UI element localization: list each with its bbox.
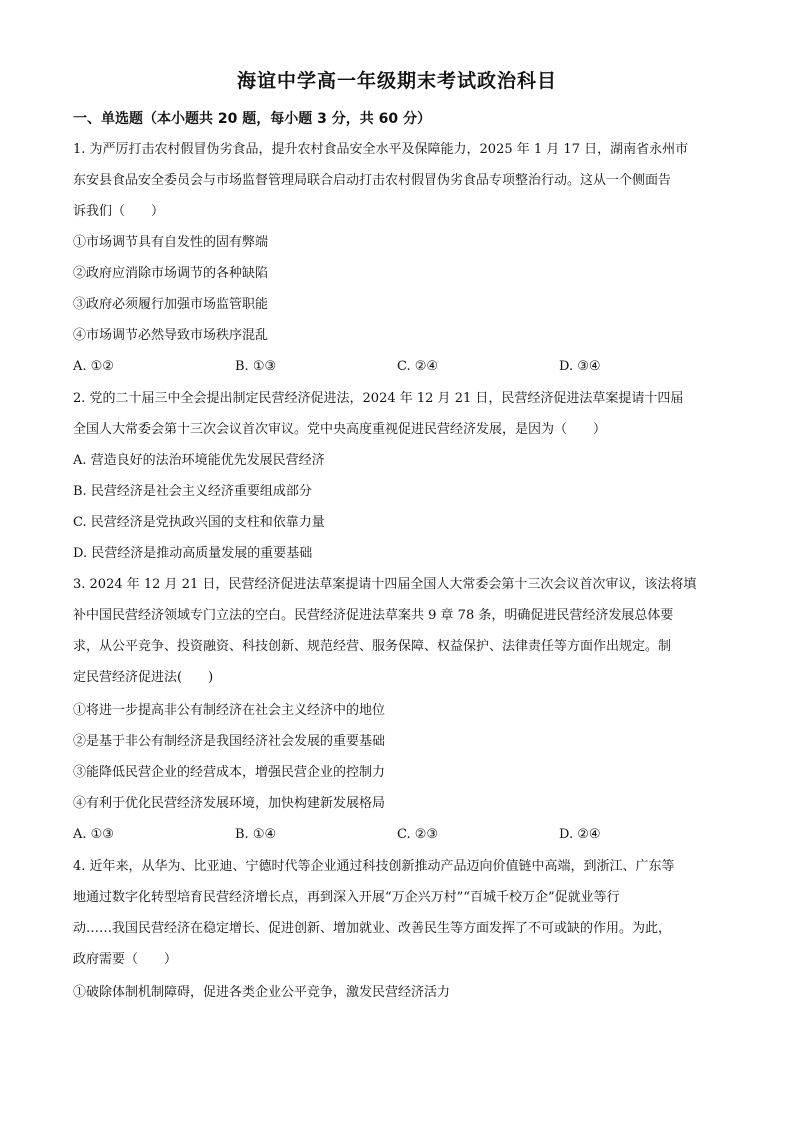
question-2-text-line: 全国人大常委会第十三次会议首次审议。党中央高度重视促进民营经济发展，是因为（ ） — [73, 422, 607, 437]
question-1-option-d[interactable]: D. ③④ — [559, 359, 601, 374]
question-1-statement: ②政府应消除市场调节的各种缺陷 — [73, 266, 269, 281]
question-3-text-line: 定民营经济促进法( ) — [73, 670, 214, 685]
question-3-text-line: 补中国民营经济领域专门立法的空白。民营经济促进法草案共 9 章 78 条，明确促进民营经济发展总体要 — [73, 608, 674, 623]
question-3-option-c[interactable]: C. ②③ — [397, 827, 439, 842]
question-1-statement: ④市场调节必然导致市场秩序混乱 — [73, 328, 269, 343]
question-3-statement: ④有利于优化民营经济发展环境，加快构建新发展格局 — [73, 796, 386, 811]
question-3-text-line: 求，从公平竞争、投资融资、科技创新、规范经营、服务保障、权益保护、法律责任等方面作出规定。制 — [73, 639, 672, 654]
question-1-options — [73, 358, 733, 376]
question-1-statement: ①市场调节具有自发性的固有弊端 — [73, 235, 269, 250]
question-4-text-line: 4. 近年来，从华为、比亚迪、宁德时代等企业通过科技创新推动产品迈向价值链中高端，到浙江、广东等 — [73, 859, 675, 874]
question-3-option-a[interactable]: A. ①③ — [73, 827, 114, 842]
question-2-text-line: 2. 党的二十届三中全会提出制定民营经济促进法，2024 年 12 月 21 日，民营经济促进法草案提请十四届 — [73, 391, 684, 406]
question-1-statement: ③政府必须履行加强市场监管职能 — [73, 297, 269, 312]
question-3-statement: ②是基于非公有制经济是我国经济社会发展的重要基础 — [73, 734, 386, 749]
question-1-option-b[interactable]: B. ①③ — [235, 359, 277, 374]
question-3-statement: ③能降低民营企业的经营成本，增强民营企业的控制力 — [73, 765, 386, 780]
question-2-option-c[interactable]: C. 民营经济是党执政兴国的支柱和依靠力量 — [73, 515, 325, 530]
question-1-option-c[interactable]: C. ②④ — [397, 359, 439, 374]
question-2-option-a[interactable]: A. 营造良好的法治环境能优先发展民营经济 — [73, 453, 325, 468]
question-2-option-d[interactable]: D. 民营经济是推动高质量发展的重要基础 — [73, 546, 313, 561]
question-1-option-a[interactable]: A. ①② — [73, 359, 114, 374]
question-3-text-line: 3. 2024 年 12 月 21 日，民营经济促进法草案提请十四届全国人大常委会第十三次会议首次审议，该法将填 — [73, 577, 697, 592]
question-4-text-line: 政府需要（ ） — [73, 952, 178, 967]
question-2-option-b[interactable]: B. 民营经济是社会主义经济重要组成部分 — [73, 484, 312, 499]
question-3-statement: ①将进一步提高非公有制经济在社会主义经济中的地位 — [73, 703, 386, 718]
question-3-option-b[interactable]: B. ①④ — [235, 827, 277, 842]
question-4-text-line: 动……我国民营经济在稳定增长、促进创新、增加就业、改善民生等方面发挥了不可或缺的作用。为此， — [73, 921, 672, 936]
question-4-text-line: 地通过数字化转型培育民营经济增长点，再到深入开展“万企兴万村”“百城千校万企”促就业等行 — [73, 890, 620, 905]
question-3-options — [73, 826, 733, 844]
question-1-text-line: 东安县食品安全委员会与市场监督管理局联合启动打击农村假冒伪劣食品专项整治行动。这从一个侧面告 — [73, 173, 672, 188]
question-3-option-d[interactable]: D. ②④ — [559, 827, 601, 842]
question-1-text-line: 1. 为严厉打击农村假冒伪劣食品，提升农村食品安全水平及保障能力，2025 年 1 月 17 日，湖南省永州市 — [73, 142, 689, 157]
question-1-text-line: 诉我们（ ） — [73, 204, 165, 219]
exam-title: 海谊中学高一年级期末考试政治科目 — [236, 70, 557, 92]
question-4-statement: ①破除体制机制障碍，促进各类企业公平竞争，激发民营经济活力 — [73, 985, 451, 1000]
section-heading: 一、单选题（本小题共 20 题，每小题 3 分，共 60 分） — [73, 111, 431, 127]
